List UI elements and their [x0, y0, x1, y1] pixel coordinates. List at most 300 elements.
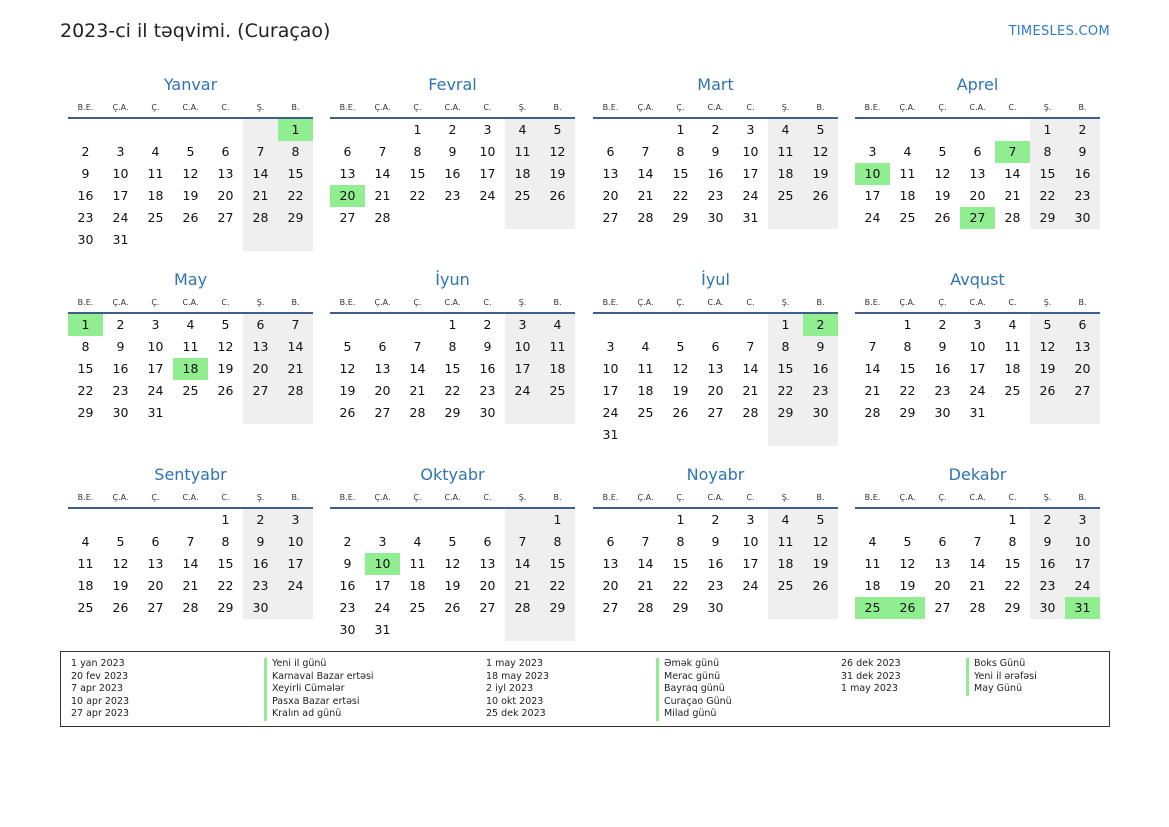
week-row [593, 358, 838, 380]
day-cell: 18 [1004, 361, 1021, 376]
empty-day-cell [330, 509, 365, 531]
day-cell: 28 [278, 380, 313, 402]
day-cell: 26 [540, 185, 575, 207]
weekday-label: Ç.A. [899, 493, 916, 502]
empty-day-cell [103, 509, 138, 531]
day-cell: 10 [742, 144, 759, 159]
day-cell: 24 [278, 575, 313, 597]
day-cell: 19 [182, 188, 199, 203]
day-cell: 14 [637, 556, 654, 571]
day-cell: 24 [864, 210, 881, 225]
week-row [68, 509, 313, 531]
day-cell: 16 [934, 361, 951, 376]
empty-day-cell [173, 402, 208, 424]
day-cell: 10 [365, 553, 400, 575]
month-name: Avqust [950, 270, 1005, 289]
weekday-label: Ş. [518, 493, 527, 502]
weekday-label: C. [1008, 298, 1017, 307]
day-cell: 4 [540, 314, 575, 336]
day-cell: 27 [147, 600, 164, 615]
week-row [593, 575, 838, 597]
week-row [855, 336, 1100, 358]
weekday-header [330, 99, 575, 119]
day-cell: 9 [1030, 531, 1065, 553]
day-cell: 21 [969, 578, 986, 593]
day-cell: 7 [746, 339, 755, 354]
day-cell: 8 [278, 141, 313, 163]
month-name: Noyabr [686, 465, 745, 484]
weekday-label: B. [816, 103, 825, 112]
day-cell: 15 [672, 556, 689, 571]
weekday-header [593, 99, 838, 119]
day-cell: 1 [413, 122, 422, 137]
day-cell: 9 [448, 144, 457, 159]
week-row [68, 575, 313, 597]
day-cell: 27 [243, 380, 278, 402]
day-cell: 19 [217, 361, 234, 376]
day-cell: 23 [339, 600, 356, 615]
day-cell: 8 [81, 339, 90, 354]
weekday-label: C. [483, 298, 492, 307]
day-cell: 18 [77, 578, 94, 593]
day-cell: 27 [960, 207, 995, 229]
day-cell: 10 [278, 531, 313, 553]
empty-day-cell [138, 119, 173, 141]
holiday-date: 1 may 2023 [841, 683, 898, 695]
day-cell: 7 [641, 144, 650, 159]
day-cell: 19 [803, 163, 838, 185]
day-cell: 14 [278, 336, 313, 358]
month-block [855, 461, 1100, 619]
day-cell: 2 [116, 317, 125, 332]
day-cell: 3 [606, 339, 615, 354]
day-cell: 20 [602, 578, 619, 593]
day-cell: 12 [899, 556, 916, 571]
day-cell: 13 [243, 336, 278, 358]
day-cell: 9 [343, 556, 352, 571]
day-cell: 3 [746, 512, 755, 527]
day-cell: 3 [1065, 509, 1100, 531]
weekday-label: B. [553, 298, 562, 307]
day-cell: 27 [707, 405, 724, 420]
day-cell: 27 [602, 210, 619, 225]
day-cell: 26 [672, 405, 689, 420]
day-cell: 18 [864, 578, 881, 593]
day-cell: 6 [938, 534, 947, 549]
month-block [593, 266, 838, 446]
day-cell: 8 [540, 531, 575, 553]
empty-day-cell [470, 207, 505, 229]
day-cell: 24 [147, 383, 164, 398]
weekday-label: Ş. [1043, 298, 1052, 307]
day-cell: 6 [606, 144, 615, 159]
day-cell: 19 [803, 553, 838, 575]
holiday-name: May Günü [966, 683, 1022, 696]
day-cell: 20 [707, 383, 724, 398]
day-cell: 14 [969, 556, 986, 571]
day-cell: 8 [1008, 534, 1017, 549]
empty-day-cell [208, 119, 243, 141]
empty-day-cell [540, 619, 575, 641]
day-cell: 30 [707, 600, 724, 615]
empty-day-cell [540, 402, 575, 424]
day-cell: 5 [540, 119, 575, 141]
day-cell: 24 [374, 600, 391, 615]
day-cell: 9 [81, 166, 90, 181]
day-cell: 22 [444, 383, 461, 398]
day-cell: 6 [343, 144, 352, 159]
weekday-label: B.E. [602, 493, 619, 502]
week-row [68, 358, 313, 380]
day-cell: 11 [637, 361, 654, 376]
empty-day-cell [505, 402, 540, 424]
day-cell: 31 [742, 210, 759, 225]
day-cell: 22 [77, 383, 94, 398]
month-block [68, 266, 313, 424]
month-name: Dekabr [948, 465, 1007, 484]
day-cell: 15 [540, 553, 575, 575]
empty-day-cell [435, 509, 470, 531]
empty-day-cell [768, 597, 803, 619]
day-cell: 4 [413, 534, 422, 549]
day-cell: 17 [278, 553, 313, 575]
day-cell: 29 [278, 207, 313, 229]
empty-day-cell [1030, 402, 1065, 424]
week-row [855, 207, 1100, 229]
day-cell: 8 [768, 336, 803, 358]
weekday-label: Ş. [518, 103, 527, 112]
day-cell: 8 [1030, 141, 1065, 163]
day-cell: 29 [77, 405, 94, 420]
day-cell: 7 [186, 534, 195, 549]
day-cell: 25 [77, 600, 94, 615]
day-cell: 26 [217, 383, 234, 398]
day-cell: 3 [151, 317, 160, 332]
day-cell: 15 [672, 166, 689, 181]
weekday-label: Ç. [938, 298, 947, 307]
day-cell: 6 [221, 144, 230, 159]
day-cell: 5 [903, 534, 912, 549]
day-cell: 10 [602, 361, 619, 376]
day-cell: 13 [217, 166, 234, 181]
empty-day-cell [890, 119, 925, 141]
weekday-label: C. [483, 493, 492, 502]
day-cell: 30 [479, 405, 496, 420]
day-cell: 28 [374, 210, 391, 225]
day-cell: 20 [147, 578, 164, 593]
holiday-date: 20 fev 2023 [71, 670, 129, 682]
weekday-label: B. [553, 103, 562, 112]
day-cell: 16 [339, 578, 356, 593]
weekday-label: Ş. [256, 493, 265, 502]
day-cell: 25 [855, 597, 890, 619]
day-cell: 21 [505, 575, 540, 597]
day-cell: 10 [505, 336, 540, 358]
holiday-name: Pasxa Bazar ertəsi [264, 696, 360, 709]
holiday-date: 25 dek 2023 [486, 708, 546, 720]
month-name: Sentyabr [154, 465, 227, 484]
month-block [68, 461, 313, 619]
empty-day-cell [628, 314, 663, 336]
weekday-label: Ç.A. [899, 103, 916, 112]
holiday-name: Əmək günü [656, 658, 719, 671]
day-cell: 22 [1004, 578, 1021, 593]
weekday-label: C.A. [182, 298, 199, 307]
day-cell: 4 [768, 509, 803, 531]
weekday-label: B. [553, 493, 562, 502]
day-cell: 6 [243, 314, 278, 336]
month-name: Mart [697, 75, 734, 94]
day-cell: 13 [1065, 336, 1100, 358]
empty-day-cell [330, 314, 365, 336]
holiday-date: 26 dek 2023 [841, 658, 901, 669]
weekday-label: B.E. [77, 298, 94, 307]
day-cell: 31 [969, 405, 986, 420]
empty-day-cell [400, 619, 435, 641]
empty-day-cell [803, 597, 838, 619]
weekday-label: B. [1078, 103, 1087, 112]
weekday-label: C. [1008, 493, 1017, 502]
day-cell: 5 [676, 339, 685, 354]
holiday-name: Yeni il ərəfəsi [966, 671, 1037, 684]
day-cell: 20 [602, 188, 619, 203]
day-cell: 24 [1065, 575, 1100, 597]
day-cell: 12 [1030, 336, 1065, 358]
day-cell: 22 [217, 578, 234, 593]
day-cell: 11 [1004, 339, 1021, 354]
weekday-label: Ç. [413, 103, 422, 112]
day-cell: 11 [505, 141, 540, 163]
empty-day-cell [505, 619, 540, 641]
day-cell: 9 [711, 534, 720, 549]
day-cell: 14 [409, 361, 426, 376]
day-cell: 4 [641, 339, 650, 354]
site-link[interactable]: TIMESLES.COM [1008, 24, 1110, 39]
weekday-label: Ş. [1043, 493, 1052, 502]
day-cell: 28 [505, 597, 540, 619]
week-row [330, 597, 575, 619]
day-cell: 3 [278, 509, 313, 531]
day-cell: 5 [343, 339, 352, 354]
day-cell: 28 [637, 210, 654, 225]
day-cell: 26 [444, 600, 461, 615]
empty-day-cell [663, 314, 698, 336]
day-cell: 24 [505, 380, 540, 402]
weekday-label: C. [483, 103, 492, 112]
empty-day-cell [243, 119, 278, 141]
week-row [330, 553, 575, 575]
day-cell: 5 [803, 119, 838, 141]
empty-day-cell [470, 619, 505, 641]
weekday-label: B.E. [602, 103, 619, 112]
day-cell: 19 [112, 578, 129, 593]
day-cell: 26 [112, 600, 129, 615]
day-cell: 28 [637, 600, 654, 615]
day-cell: 11 [147, 166, 164, 181]
day-cell: 11 [899, 166, 916, 181]
holiday-name: Kralın ad günü [264, 708, 341, 721]
day-cell: 20 [1065, 358, 1100, 380]
day-cell: 10 [855, 163, 890, 185]
weekday-label: Ç. [676, 493, 685, 502]
day-cell: 18 [768, 163, 803, 185]
day-cell: 16 [444, 166, 461, 181]
day-cell: 16 [1065, 163, 1100, 185]
day-cell: 20 [217, 188, 234, 203]
empty-day-cell [593, 509, 628, 531]
week-row [593, 553, 838, 575]
empty-day-cell [505, 207, 540, 229]
weekday-label: Ç. [151, 493, 160, 502]
empty-day-cell [733, 597, 768, 619]
holiday-date: 1 yan 2023 [71, 658, 125, 669]
holiday-date: 10 okt 2023 [486, 695, 544, 707]
day-cell: 4 [81, 534, 90, 549]
weekday-label: C. [1008, 103, 1017, 112]
day-cell: 29 [1004, 600, 1021, 615]
week-row [855, 141, 1100, 163]
day-cell: 28 [243, 207, 278, 229]
day-cell: 17 [969, 361, 986, 376]
day-cell: 3 [746, 122, 755, 137]
weekday-label: C. [746, 103, 755, 112]
week-row [330, 119, 575, 141]
day-cell: 9 [711, 144, 720, 159]
day-cell: 13 [602, 166, 619, 181]
weekday-label: B. [291, 103, 300, 112]
week-row [855, 597, 1100, 619]
day-cell: 1 [540, 509, 575, 531]
empty-day-cell [698, 314, 733, 336]
empty-day-cell [400, 509, 435, 531]
weekday-header [855, 294, 1100, 314]
weekday-label: Ç. [938, 493, 947, 502]
day-cell: 30 [77, 232, 94, 247]
day-cell: 30 [339, 622, 356, 637]
day-cell: 9 [803, 336, 838, 358]
weekday-label: Ç. [413, 298, 422, 307]
weekday-label: C. [221, 298, 230, 307]
day-cell: 6 [151, 534, 160, 549]
week-row [68, 553, 313, 575]
page-title: 2023-ci il təqvimi. (Curaçao) [60, 20, 331, 42]
empty-day-cell [960, 509, 995, 531]
empty-day-cell [365, 509, 400, 531]
day-cell: 14 [637, 166, 654, 181]
day-cell: 1 [1008, 512, 1017, 527]
day-cell: 18 [540, 358, 575, 380]
day-cell: 16 [1030, 553, 1065, 575]
day-cell: 5 [221, 317, 230, 332]
weekday-label: B.E. [339, 103, 356, 112]
day-cell: 2 [448, 122, 457, 137]
weekday-label: Ç. [938, 103, 947, 112]
weekday-label: C.A. [969, 298, 986, 307]
empty-day-cell [208, 402, 243, 424]
day-cell: 14 [182, 556, 199, 571]
day-cell: 29 [672, 210, 689, 225]
week-row [330, 185, 575, 207]
weekday-label: C.A. [182, 103, 199, 112]
day-cell: 10 [112, 166, 129, 181]
day-cell: 15 [768, 358, 803, 380]
day-cell: 3 [868, 144, 877, 159]
empty-day-cell [593, 119, 628, 141]
week-row [68, 380, 313, 402]
holiday-name: Yeni il günü [264, 658, 326, 671]
day-cell: 1 [221, 512, 230, 527]
day-cell: 21 [278, 358, 313, 380]
day-cell: 4 [868, 534, 877, 549]
empty-day-cell [890, 509, 925, 531]
day-cell: 9 [116, 339, 125, 354]
empty-day-cell [960, 119, 995, 141]
weekday-label: Ç.A. [112, 103, 129, 112]
day-cell: 23 [444, 188, 461, 203]
day-cell: 17 [1065, 553, 1100, 575]
empty-day-cell [243, 229, 278, 251]
day-cell: 18 [409, 578, 426, 593]
day-cell: 19 [1030, 358, 1065, 380]
day-cell: 20 [934, 578, 951, 593]
day-cell: 14 [742, 361, 759, 376]
day-cell: 30 [1065, 207, 1100, 229]
day-cell: 19 [899, 578, 916, 593]
empty-day-cell [855, 509, 890, 531]
day-cell: 7 [505, 531, 540, 553]
day-cell: 18 [637, 383, 654, 398]
empty-day-cell [278, 402, 313, 424]
day-cell: 11 [182, 339, 199, 354]
day-cell: 5 [803, 509, 838, 531]
day-cell: 28 [182, 600, 199, 615]
week-row [330, 141, 575, 163]
weekday-label: Ş. [781, 493, 790, 502]
week-row [855, 509, 1100, 531]
empty-day-cell [995, 119, 1030, 141]
weekday-label: C.A. [969, 103, 986, 112]
day-cell: 23 [707, 188, 724, 203]
day-cell: 10 [147, 339, 164, 354]
weekday-label: Ç.A. [374, 298, 391, 307]
day-cell: 30 [243, 597, 278, 619]
empty-day-cell [768, 207, 803, 229]
day-cell: 4 [186, 317, 195, 332]
day-cell: 11 [768, 531, 803, 553]
weekday-label: B.E. [602, 298, 619, 307]
empty-day-cell [138, 229, 173, 251]
empty-day-cell [628, 509, 663, 531]
day-cell: 12 [112, 556, 129, 571]
month-name: Oktyabr [420, 465, 485, 484]
day-cell: 23 [112, 383, 129, 398]
weekday-label: C.A. [444, 103, 461, 112]
weekday-header [68, 489, 313, 509]
month-block [593, 71, 838, 229]
day-cell: 13 [934, 556, 951, 571]
week-row [330, 358, 575, 380]
week-row [855, 119, 1100, 141]
week-row [330, 163, 575, 185]
week-row [855, 380, 1100, 402]
day-cell: 23 [77, 210, 94, 225]
weekday-label: Ç.A. [637, 103, 654, 112]
empty-day-cell [925, 509, 960, 531]
day-cell: 15 [1030, 163, 1065, 185]
day-cell: 23 [707, 578, 724, 593]
day-cell: 6 [1065, 314, 1100, 336]
week-row [593, 597, 838, 619]
